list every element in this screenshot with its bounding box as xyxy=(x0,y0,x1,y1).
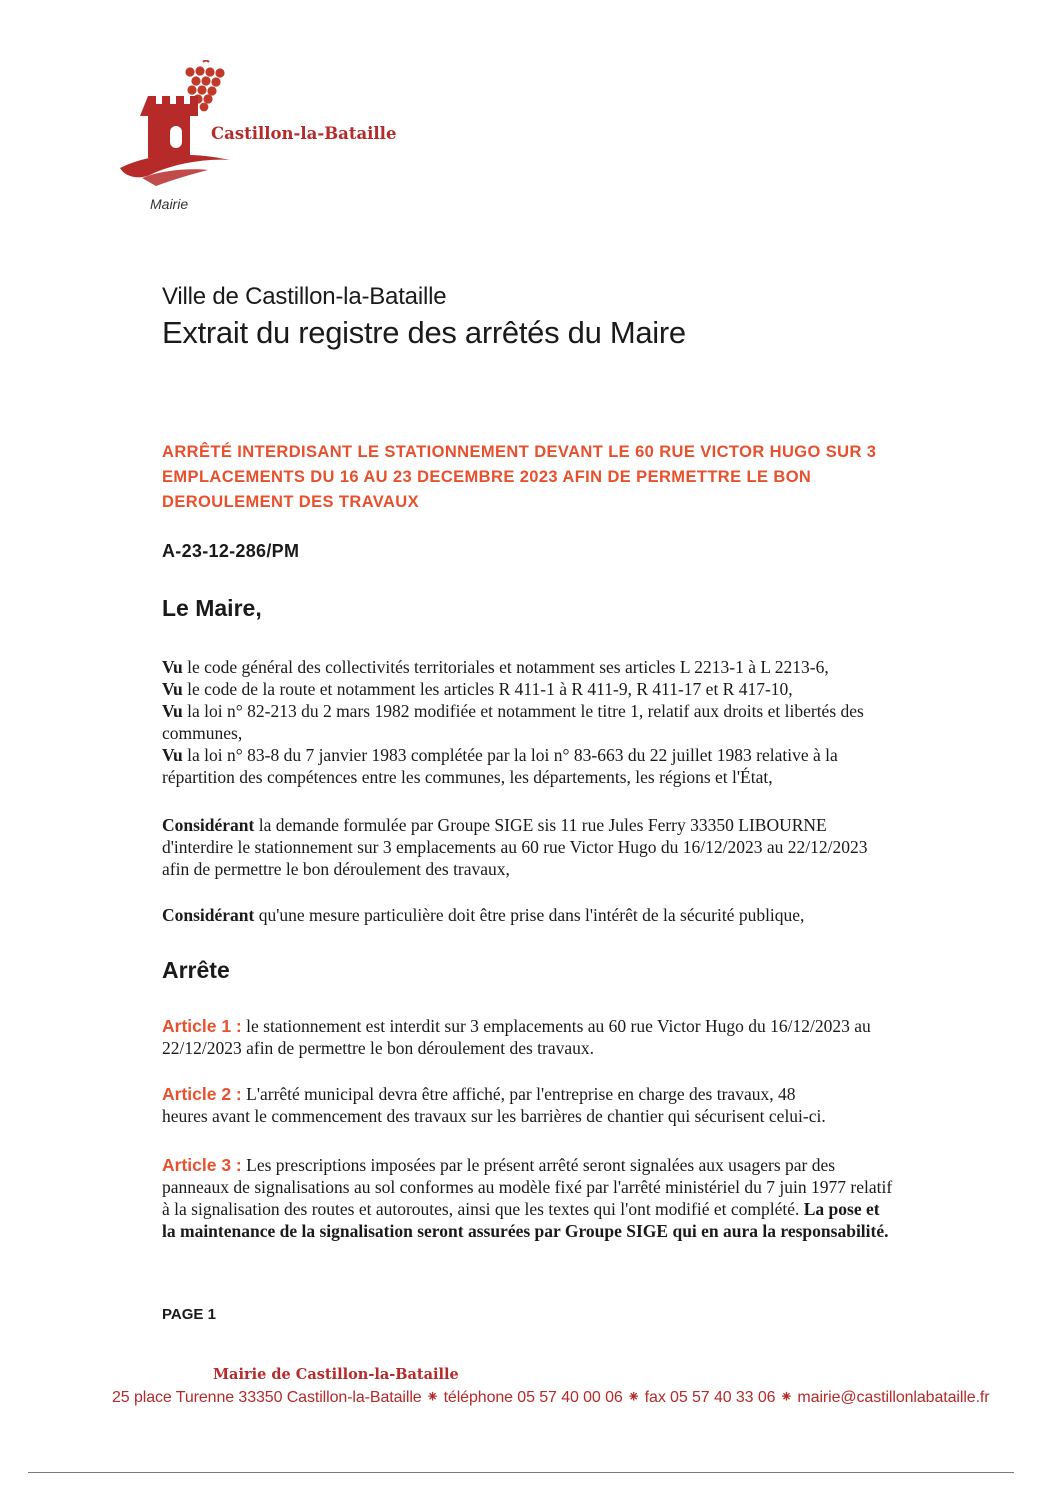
arrete-heading: Arrête xyxy=(162,957,230,983)
article-line: panneaux de signalisations au sol conformes au modèle fixé par l'arrêté ministériel du 7 juin 1977 relatif xyxy=(162,1177,893,1197)
page-number: PAGE 1 xyxy=(162,1306,216,1323)
vu-line: Vu le code de la route et notamment les articles R 411-1 à R 411-9, R 411-17 et R 417-10, xyxy=(162,679,793,699)
vu-block xyxy=(162,656,992,788)
article-line: 22/12/2023 afin de permettre le bon déroulement des travaux. xyxy=(162,1038,595,1058)
considerant-line: Considérant qu'une mesure particulière doit être prise dans l'intérêt de la sécurité publique, xyxy=(162,905,805,925)
vu-line: communes, xyxy=(162,723,243,743)
arrete-title-line: DEROULEMENT DES TRAVAUX xyxy=(162,493,420,511)
article-2 xyxy=(162,1083,992,1127)
considerant-block xyxy=(162,814,992,880)
footer-mairie-name: Mairie de Castillon-la-Bataille xyxy=(213,1366,459,1383)
considerant-line: d'interdire le stationnement sur 3 emplacements au 60 rue Victor Hugo du 16/12/2023 au 22/12/2023 xyxy=(162,837,868,857)
vu-line: Vu le code général des collectivités territoriales et notamment ses articles L 2213-1 à L 2213-6, xyxy=(162,657,829,677)
article-line: Article 1 : le stationnement est interdit sur 3 emplacements au 60 rue Victor Hugo du 16/12/2023 au xyxy=(162,1016,871,1036)
article-label: Article 1 : xyxy=(162,1016,242,1036)
article-line: Article 3 : Les prescriptions imposées par le présent arrêté seront signalées aux usagers par des xyxy=(162,1155,836,1175)
considerant-line: Considérant la demande formulée par Groupe SIGE sis 11 rue Jules Ferry 33350 LIBOURNE xyxy=(162,815,827,835)
article-3 xyxy=(162,1154,992,1242)
bottom-divider xyxy=(28,1472,1014,1473)
considerant-line: afin de permettre le bon déroulement des travaux, xyxy=(162,859,510,879)
vu-line: Vu la loi n° 82-213 du 2 mars 1982 modifiée et notamment le titre 1, relatif aux droits et libertés des xyxy=(162,701,864,721)
brand-name: Castillon-la-Bataille xyxy=(211,124,397,143)
arrete-title-line: EMPLACEMENTS DU 16 AU 23 DECEMBRE 2023 AFIN DE PERMETTRE LE BON xyxy=(162,468,812,486)
document-heading-extrait: Extrait du registre des arrêtés du Maire xyxy=(162,315,686,350)
article-label: Article 3 : xyxy=(162,1155,242,1175)
article-1 xyxy=(162,1015,992,1059)
vu-line: Vu la loi n° 83-8 du 7 janvier 1983 complétée par la loi n° 83-663 du 22 juillet 1983 relative à la xyxy=(162,745,838,765)
document-heading-ville: Ville de Castillon-la-Bataille xyxy=(162,283,447,310)
brand-subtitle: Mairie xyxy=(150,196,189,212)
footer-address: 25 place Turenne 33350 Castillon-la-Bataille ⁕ téléphone 05 57 40 00 06 ⁕ fax 05 57 40 33 06 ⁕ mairie@castillonlabataille.fr xyxy=(112,1389,990,1406)
vu-line: répartition des compétences entre les communes, les départements, les régions et l'État, xyxy=(162,767,773,787)
considerant-block xyxy=(162,904,992,926)
article-line: la maintenance de la signalisation seront assurées par Groupe SIGE qui en aura la responsabilité. xyxy=(162,1221,889,1241)
reference-number: A-23-12-286/PM xyxy=(162,541,300,561)
article-line: Article 2 : L'arrêté municipal devra être affiché, par l'entreprise en charge des travaux, 48 xyxy=(162,1084,796,1104)
arrete-title-line: ARRÊTÉ INTERDISANT LE STATIONNEMENT DEVANT LE 60 RUE VICTOR HUGO SUR 3 xyxy=(162,443,877,461)
le-maire-heading: Le Maire, xyxy=(162,595,262,621)
article-label: Article 2 : xyxy=(162,1084,242,1104)
article-line: à la signalisation des routes et autoroutes, ainsi que les textes qui l'ont modifié et complété. La pose et xyxy=(162,1199,880,1219)
article-line: heures avant le commencement des travaux sur les barrières de chantier qui sécurisent celui-ci. xyxy=(162,1106,826,1126)
arrete-title xyxy=(162,440,982,515)
